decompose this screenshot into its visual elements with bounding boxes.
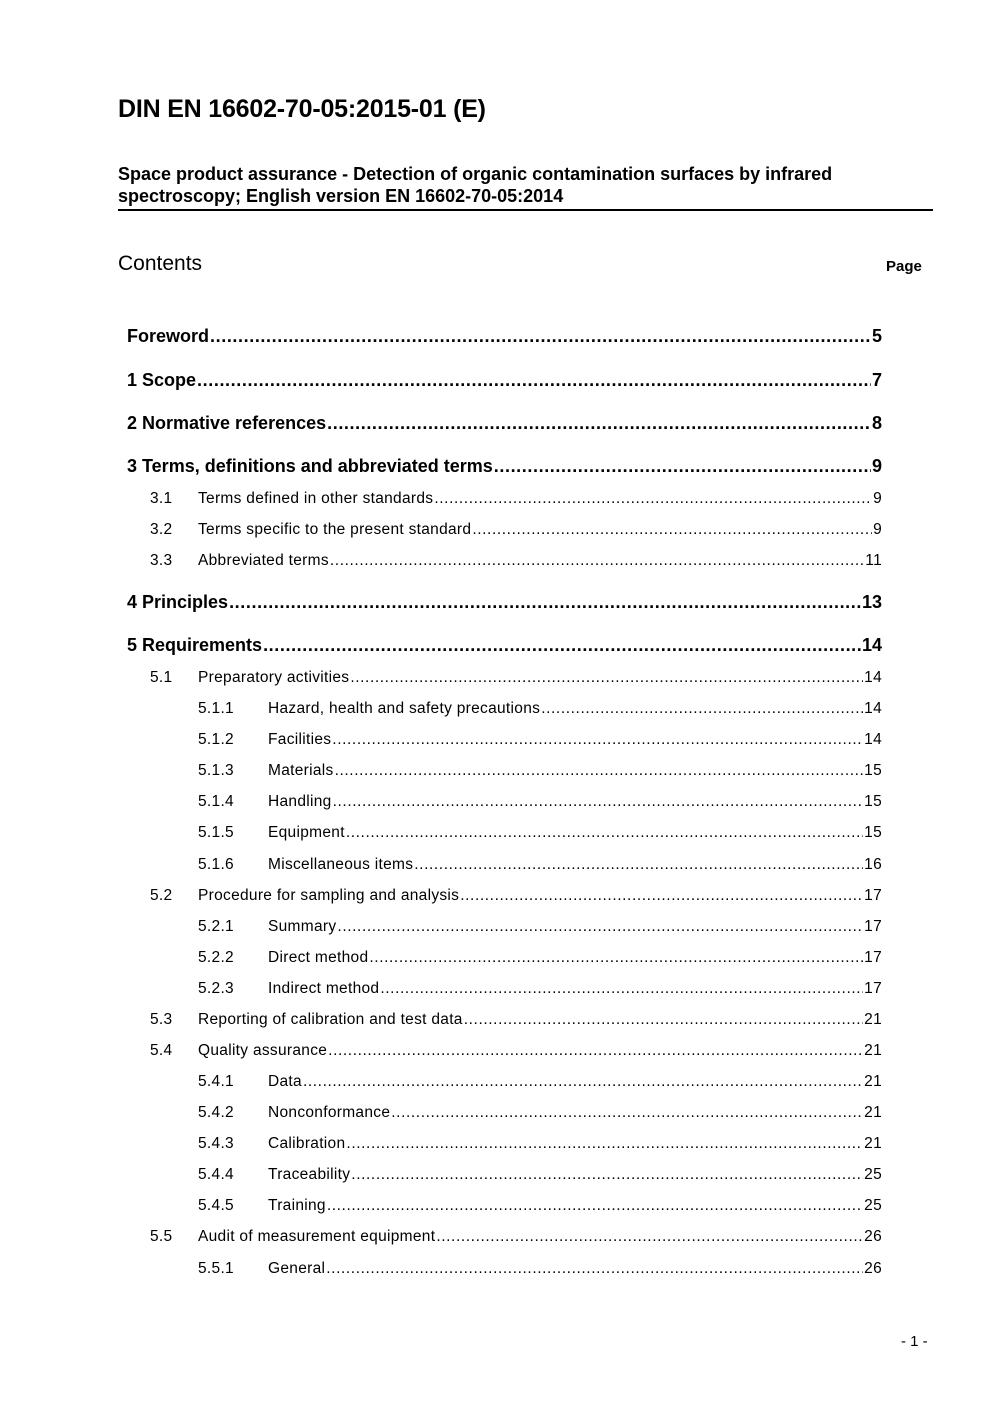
toc-entry-page: 9: [871, 456, 882, 476]
toc-entry-label: Requirements: [142, 635, 263, 655]
toc-entry-page: 11: [865, 552, 882, 569]
toc-entry-label: Abbreviated terms: [198, 552, 329, 569]
toc-leader: [472, 521, 872, 539]
toc-leader: [460, 887, 863, 905]
toc-entry-1[interactable]: [127, 370, 882, 391]
toc-entry-number: 5.1.3: [198, 762, 234, 779]
toc-leader: [391, 1104, 863, 1122]
toc-entry-label: Summary: [268, 918, 337, 935]
toc-leader: [434, 490, 872, 508]
toc-entry-label: Foreword: [127, 326, 210, 346]
toc-entry-5-2-2[interactable]: [198, 949, 882, 967]
toc-entry-3-3[interactable]: [150, 552, 882, 570]
toc-leader: [326, 1260, 863, 1278]
toc-leader: [351, 1166, 863, 1184]
toc-entry-5-2-1[interactable]: [198, 918, 882, 936]
toc-entry-number: 5.1.4: [198, 793, 234, 810]
toc-entry-label: Indirect method: [268, 980, 380, 997]
toc-entry-label: Miscellaneous items: [268, 856, 414, 873]
toc-entry-page: 21: [864, 1042, 882, 1059]
toc-entry-number: 5.1.6: [198, 856, 234, 873]
toc-leader: [494, 456, 871, 477]
toc-leader: [210, 326, 871, 347]
toc-entry-5-2[interactable]: [150, 887, 882, 905]
toc-entry-page: 17: [864, 887, 882, 904]
toc-entry-label: Terms specific to the present standard: [198, 521, 472, 538]
toc-entry-label: Audit of measurement equipment: [198, 1228, 436, 1245]
toc-entry-number: 5.4.3: [198, 1135, 234, 1152]
toc-entry-label: Equipment: [268, 824, 345, 841]
toc-entry-label: Materials: [268, 762, 334, 779]
toc-leader: [436, 1228, 863, 1246]
toc-entry-number: 5.2.2: [198, 949, 234, 966]
toc-entry-page: 15: [864, 824, 882, 841]
toc-entry-page: 17: [864, 980, 882, 997]
toc-entry-label: Training: [268, 1197, 326, 1214]
toc-entry-number: 5.1.2: [198, 731, 234, 748]
toc-entry-5[interactable]: [127, 635, 882, 656]
toc-entry-page: 17: [864, 949, 882, 966]
toc-entry-page: 14: [861, 635, 882, 655]
toc-entry-5-4[interactable]: [150, 1042, 882, 1060]
toc-entry-5-1-1[interactable]: [198, 700, 882, 718]
toc-entry-foreword[interactable]: [127, 326, 882, 347]
toc-leader: [337, 918, 863, 936]
toc-leader: [303, 1073, 863, 1091]
toc-leader: [328, 1042, 863, 1060]
toc-entry-page: 15: [864, 793, 882, 810]
toc-leader: [327, 1197, 863, 1215]
toc-leader: [369, 949, 863, 967]
toc-entry-label: Direct method: [268, 949, 369, 966]
toc-entry-number: 3.3: [150, 552, 173, 569]
toc-entry-number: 5.5.1: [198, 1260, 234, 1277]
document-subtitle: Space product assurance - Detection of organic contamination surfaces by infrared spectroscopy; English version EN 16602-70-05:2014: [118, 163, 933, 211]
toc-entry-label: Calibration: [268, 1135, 346, 1152]
toc-entry-label: Terms, definitions and abbreviated terms: [142, 456, 493, 476]
toc-entry-label: Hazard, health and safety precautions: [268, 700, 541, 717]
toc-leader: [464, 1011, 863, 1029]
toc-leader: [346, 1135, 863, 1153]
toc-leader: [346, 824, 863, 842]
toc-entry-label: Terms defined in other standards: [198, 490, 434, 507]
toc-entry-number: 3.1: [150, 490, 173, 507]
toc-entry-number: 4: [127, 592, 138, 612]
toc-entry-number: 5.4.1: [198, 1073, 234, 1090]
toc-entry-3[interactable]: [127, 456, 882, 477]
document-title: DIN EN 16602-70-05:2015-01 (E): [118, 95, 486, 123]
toc-entry-number: 5.1: [150, 669, 173, 686]
toc-entry-page: 7: [871, 370, 882, 390]
toc-entry-label: Normative references: [142, 413, 327, 433]
toc-entry-3-2[interactable]: [150, 521, 882, 539]
toc-entry-2[interactable]: [127, 413, 882, 434]
toc-entry-page: 21: [864, 1104, 882, 1121]
toc-leader: [333, 793, 864, 811]
toc-entry-page: 9: [873, 490, 882, 507]
toc-entry-5-1-3[interactable]: [198, 762, 882, 780]
toc-entry-label: Principles: [142, 592, 229, 612]
toc-leader: [197, 370, 871, 391]
toc-entry-page: 15: [864, 762, 882, 779]
toc-entry-page: 21: [864, 1011, 882, 1028]
toc-entry-number: 5.1.1: [198, 700, 234, 717]
toc-entry-label: General: [268, 1260, 326, 1277]
toc-entry-label: Scope: [142, 370, 197, 390]
toc-entry-page: 13: [861, 592, 882, 612]
toc-entry-number: 5.4: [150, 1042, 173, 1059]
toc-leader: [327, 413, 871, 434]
toc-leader: [263, 635, 861, 656]
toc-entry-5-1-2[interactable]: [198, 731, 882, 749]
toc-entry-label: Traceability: [268, 1166, 351, 1183]
toc-entry-5-1[interactable]: [150, 669, 882, 687]
toc-entry-page: 21: [864, 1073, 882, 1090]
toc-leader: [330, 552, 864, 570]
toc-entry-5-5-1[interactable]: [198, 1260, 882, 1278]
toc-entry-page: 17: [864, 918, 882, 935]
toc-entry-5-4-5[interactable]: [198, 1197, 882, 1215]
toc-entry-page: 16: [864, 856, 882, 873]
toc-entry-number: 5.2.1: [198, 918, 234, 935]
toc-entry-number: 5.2: [150, 887, 173, 904]
toc-entry-number: 5.2.3: [198, 980, 234, 997]
toc-entry-5-4-2[interactable]: [198, 1104, 882, 1122]
toc-entry-number: 5.3: [150, 1011, 173, 1028]
toc-entry-page: 9: [873, 521, 882, 538]
toc-entry-5-1-4[interactable]: [198, 793, 882, 811]
toc-entry-page: 14: [864, 669, 882, 686]
toc-entry-number: 5.4.2: [198, 1104, 234, 1121]
page-column-label: Page: [886, 258, 922, 275]
toc-entry-number: 1: [127, 370, 138, 390]
toc-entry-5-4-4[interactable]: [198, 1166, 882, 1184]
toc-entry-5-4-1[interactable]: [198, 1073, 882, 1091]
toc-leader: [380, 980, 863, 998]
toc-entry-page: 14: [864, 731, 882, 748]
toc-entry-number: 5.4.5: [198, 1197, 234, 1214]
toc-entry-label: Data: [268, 1073, 302, 1090]
toc-entry-number: 2: [127, 413, 138, 433]
toc-entry-label: Reporting of calibration and test data: [198, 1011, 463, 1028]
toc-leader: [541, 700, 863, 718]
toc-leader: [414, 856, 863, 874]
toc-entry-label: Nonconformance: [268, 1104, 391, 1121]
toc-entry-page: 25: [864, 1166, 882, 1183]
toc-leader: [332, 731, 863, 749]
toc-entry-page: 21: [864, 1135, 882, 1152]
toc-entry-number: 5.5: [150, 1228, 173, 1245]
toc-entry-page: 5: [871, 326, 882, 346]
toc-leader: [335, 762, 864, 780]
toc-entry-page: 25: [864, 1197, 882, 1214]
toc-entry-page: 26: [864, 1260, 882, 1277]
toc-entry-label: Quality assurance: [198, 1042, 328, 1059]
toc-entry-page: 8: [871, 413, 882, 433]
toc-entry-5-5[interactable]: [150, 1228, 882, 1246]
toc-leader: [350, 669, 863, 687]
toc-entry-5-1-6[interactable]: [198, 856, 882, 874]
toc-entry-page: 26: [864, 1228, 882, 1245]
toc-entry-number: 5.1.5: [198, 824, 234, 841]
toc-entry-number: 5.4.4: [198, 1166, 234, 1183]
toc-entry-number: 3.2: [150, 521, 173, 538]
toc-entry-page: 14: [864, 700, 882, 717]
toc-entry-5-4-3[interactable]: [198, 1135, 882, 1153]
toc-entry-number: 5: [127, 635, 138, 655]
toc-leader: [229, 592, 861, 613]
toc-entry-label: Preparatory activities: [198, 669, 350, 686]
page-number: - 1 -: [901, 1333, 928, 1350]
toc-entry-3-1[interactable]: [150, 490, 882, 508]
toc-entry-label: Handling: [268, 793, 332, 810]
toc-entry-5-1-5[interactable]: [198, 824, 882, 842]
toc-entry-4[interactable]: [127, 592, 882, 613]
toc-entry-label: Facilities: [268, 731, 332, 748]
toc-entry-5-2-3[interactable]: [198, 980, 882, 998]
toc-entry-number: 3: [127, 456, 138, 476]
contents-heading: Contents: [118, 252, 203, 275]
toc-entry-label: Procedure for sampling and analysis: [198, 887, 460, 904]
toc-entry-5-3[interactable]: [150, 1011, 882, 1029]
